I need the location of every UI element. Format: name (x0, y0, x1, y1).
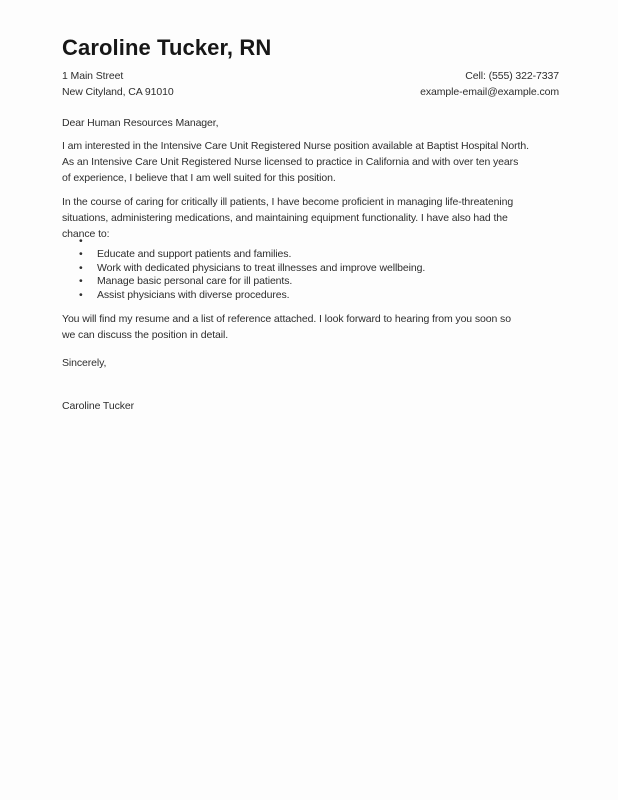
sender-name: Caroline Tucker, RN (62, 35, 272, 60)
text-line: I am interested in the Intensive Care Unit Registered Nurse position available at Baptist Hospital North. (62, 140, 529, 152)
valediction: Sincerely, (62, 357, 107, 370)
contact-block (420, 68, 559, 100)
text-line: In the course of caring for critically ill patients, I have become proficient in managing life-threatening (62, 196, 514, 208)
duty-item: • Assist physicians with diverse procedures. (62, 289, 559, 302)
contact-header (62, 68, 559, 100)
duty-item: • Work with dedicated physicians to treat illnesses and improve wellbeing. (62, 262, 559, 275)
address-line-2: New Cityland, CA 91010 (62, 86, 174, 98)
text-line: You will find my resume and a list of reference attached. I look forward to hearing from you soon so (62, 313, 511, 326)
duty-item (62, 235, 559, 248)
text-line: we can discuss the position in detail. (62, 329, 229, 342)
text-line: of experience, I believe that I am well suited for this position. (62, 172, 336, 184)
closing-paragraph (62, 311, 559, 343)
duties-list (62, 235, 559, 302)
intro-paragraph (62, 138, 559, 186)
signature-name: Caroline Tucker (62, 400, 135, 413)
salutation: Dear Human Resources Manager, (62, 117, 219, 129)
email-address: example-email@example.com (420, 86, 559, 98)
letter-content (62, 37, 559, 414)
cell-number: Cell: (555) 322-7337 (465, 70, 559, 82)
text-line: chance to: (62, 228, 110, 240)
text-line: As an Intensive Care Unit Registered Nurse licensed to practice in California and with over ten years (62, 156, 519, 168)
address-line-1: 1 Main Street (62, 70, 124, 82)
text-line: situations, administering medications, and maintaining equipment functionality. I have also had the (62, 212, 508, 224)
duty-item: • Educate and support patients and families. (62, 248, 559, 261)
duty-item: • Manage basic personal care for ill patients. (62, 275, 559, 288)
address-block (62, 68, 174, 100)
